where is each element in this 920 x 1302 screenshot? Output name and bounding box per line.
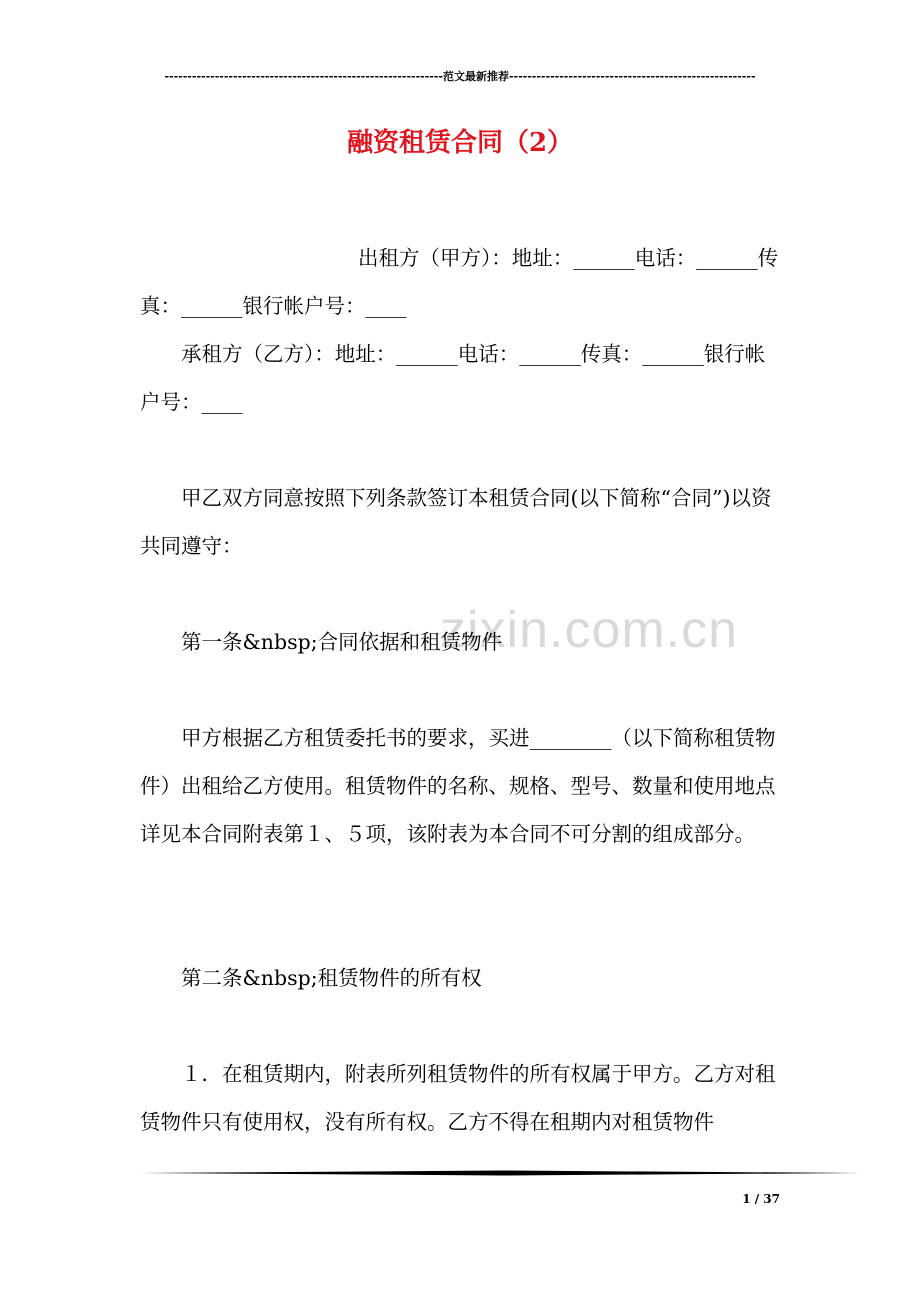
party-a-paragraph: 出租方（甲方）：地址：______电话：______传真：______银行帐户号：____ (140, 246, 779, 318)
article-2-clause-1: １．在租赁期内，附表所列租赁物件的所有权属于甲方。乙方对租赁物件只有使用权，没有所有权。乙方不得在租期内对租赁物件 (140, 1062, 776, 1134)
footer-divider (140, 1170, 862, 1176)
page-number: 1 / 37 (742, 1192, 780, 1206)
watermark: zixin.com.cn (440, 601, 739, 659)
article-2-heading: 第二条&nbsp;租赁物件的所有权 (181, 966, 482, 990)
document-title: 融资租赁合同（2） (346, 128, 574, 158)
agreement-paragraph: 甲乙双方同意按照下列条款签订本租赁合同(以下简称“合同”)以资共同遵守： (140, 486, 772, 558)
article-1-body: 甲方根据乙方租赁委托书的要求，买进________（以下简称租赁物件）出租给乙方使用。租赁物件的名称、规格、型号、数量和使用地点详见本合同附表第１、５项，该附表为本合同不可分割的组成部分。 (140, 726, 776, 846)
article-1-heading: 第一条&nbsp;合同依据和租赁物件 (181, 630, 503, 654)
party-b-paragraph: 承租方（乙方）：地址：______电话：______传真：______银行帐户号：____ (140, 342, 766, 414)
page-header-banner: -------------------------------------------------------------范文最新推荐------------------------------------------------------ (164, 70, 756, 83)
